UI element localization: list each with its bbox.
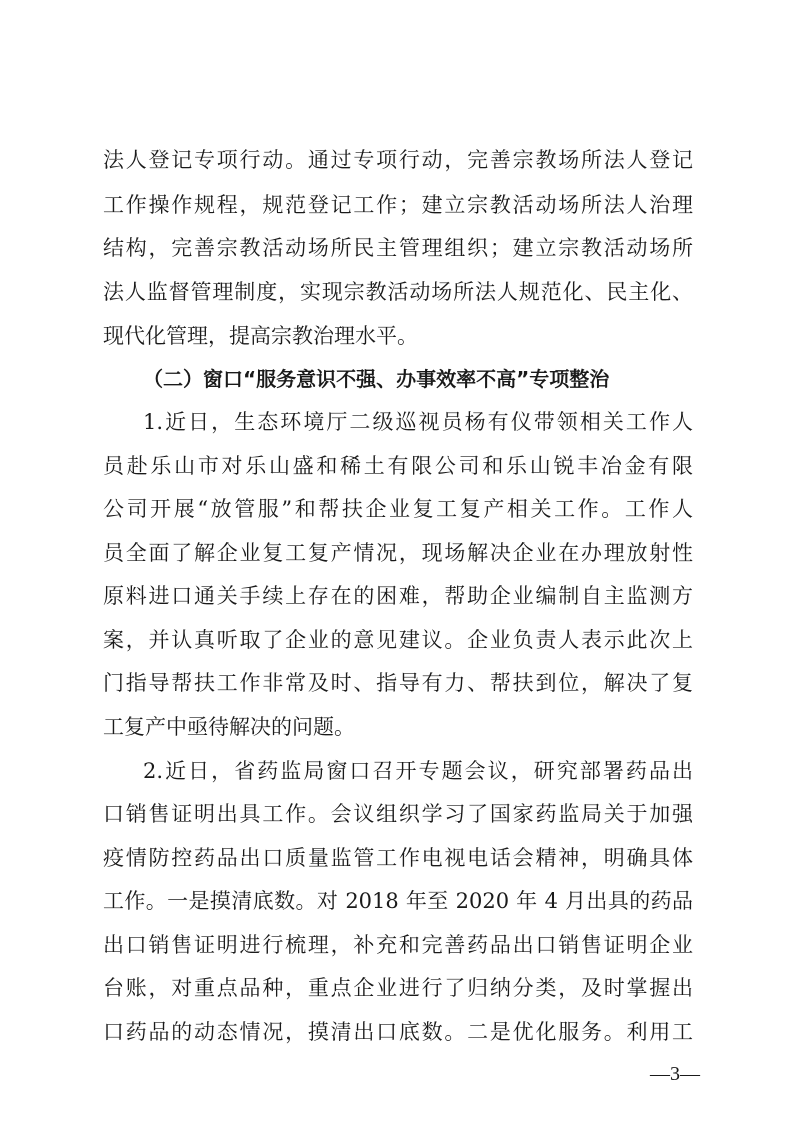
text-line: 工作。一是摸清底数。对 2018 年至 2020 年 4 月出具的药品: [103, 889, 693, 913]
text-line: 现代化管理，提高宗教治理水平。: [103, 324, 418, 348]
text-line: 工复产中亟待解决的问题。: [103, 715, 355, 739]
text-line: 1.近日，生态环境厅二级巡视员杨有仪带领相关工作人: [143, 410, 693, 434]
section-heading: （二）窗口“服务意识不强、办事效率不高”专项整治: [143, 367, 610, 391]
text-line: 员全面了解企业复工复产情况，现场解决企业在办理放射性: [103, 541, 693, 565]
text-line: 门指导帮扶工作非常及时、指导有力、帮扶到位，解决了复: [103, 671, 693, 695]
text-line: 公司开展“放管服”和帮扶企业复工复产相关工作。工作人: [103, 497, 693, 521]
text-line: 疫情防控药品出口质量监管工作电视电话会精神，明确具体: [103, 846, 693, 870]
text-line: 口药品的动态情况，摸清出口底数。二是优化服务。利用工: [103, 1020, 693, 1044]
text-line: 口销售证明出具工作。会议组织学习了国家药监局关于加强: [103, 802, 693, 826]
text-line: 法人监督管理制度，实现宗教活动场所法人规范化、民主化、: [103, 280, 693, 304]
text-line: 出口销售证明进行梳理，补充和完善药品出口销售证明企业: [103, 933, 693, 957]
text-line: 台账，对重点品种，重点企业进行了归纳分类，及时掌握出: [103, 976, 693, 1000]
page-number: —3—: [650, 1063, 700, 1085]
text-line: 工作操作规程，规范登记工作；建立宗教活动场所法人治理: [103, 193, 693, 217]
text-line: 法人登记专项行动。通过专项行动，完善宗教场所法人登记: [103, 148, 693, 172]
text-line: 原料进口通关手续上存在的困难，帮助企业编制自主监测方: [103, 584, 693, 608]
text-line: 案，并认真听取了企业的意见建议。企业负责人表示此次上: [103, 628, 693, 652]
text-line: 员赴乐山市对乐山盛和稀土有限公司和乐山锐丰冶金有限: [103, 454, 693, 478]
text-line: 2.近日，省药监局窗口召开专题会议，研究部署药品出: [143, 759, 693, 783]
text-line: 结构，完善宗教活动场所民主管理组织；建立宗教活动场所: [103, 236, 693, 260]
